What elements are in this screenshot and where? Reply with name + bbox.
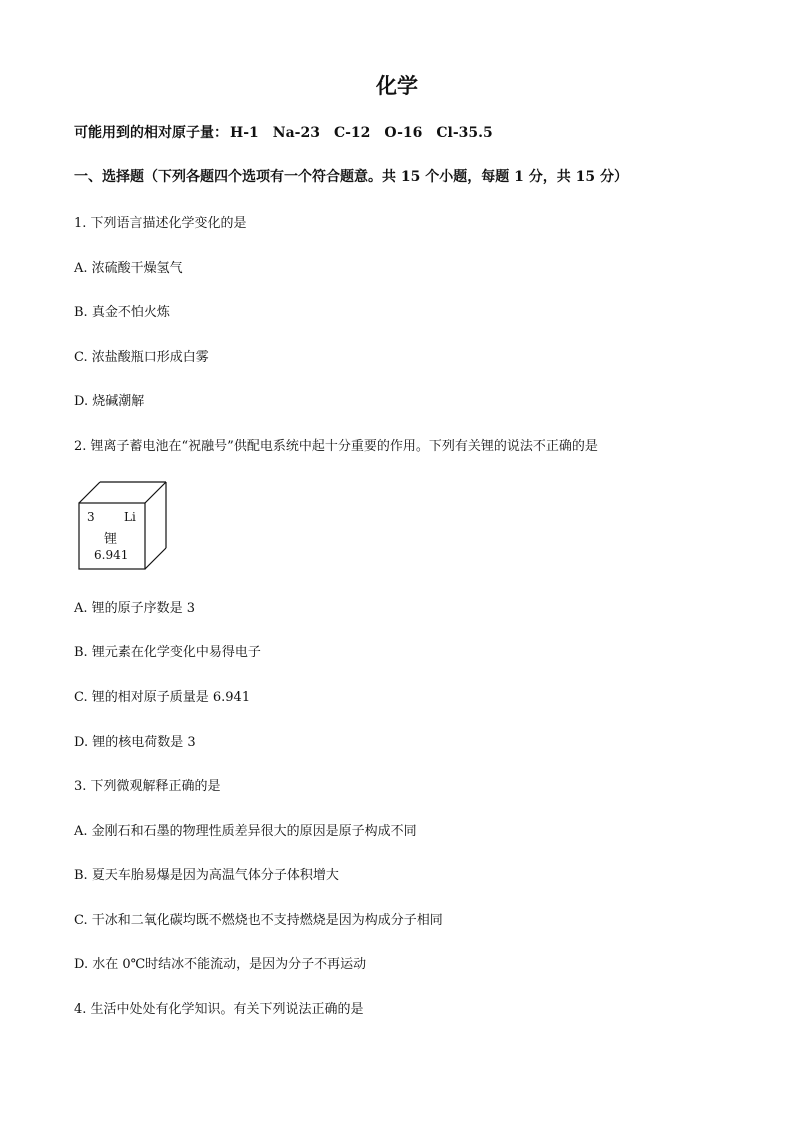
atomic-masses-label: 可能用到的相对原子量： bbox=[74, 125, 228, 141]
question-3-option-c: C. 干冰和二氧化碳均既不燃烧也不支持燃烧是因为构成分子相同 bbox=[74, 913, 443, 928]
question-3-option-b: B. 夏天车胎易爆是因为高温气体分子体积增大 bbox=[74, 868, 339, 883]
element-atomic-number: 3 bbox=[87, 510, 95, 524]
question-1-option-b: B. 真金不怕火炼 bbox=[74, 305, 170, 320]
question-2-stem: 2. 锂离子蓄电池在“祝融号”供配电系统中起十分重要的作用。下列有关锂的说法不正确的是 bbox=[74, 439, 598, 454]
page-title: 化学 bbox=[376, 73, 418, 98]
question-3-option-d: D. 水在 0℃时结冰不能流动，是因为分子不再运动 bbox=[74, 957, 367, 972]
question-4-stem: 4. 生活中处处有化学知识。有关下列说法正确的是 bbox=[74, 1002, 364, 1017]
atomic-masses-line bbox=[74, 122, 507, 142]
question-1-option-d: D. 烧碱潮解 bbox=[74, 394, 145, 409]
question-2-option-b: B. 锂元素在化学变化中易得电子 bbox=[74, 645, 261, 660]
element-symbol: Li bbox=[124, 510, 136, 524]
question-2-option-d: D. 锂的核电荷数是 3 bbox=[74, 735, 196, 750]
element-atomic-mass: 6.941 bbox=[94, 548, 129, 562]
question-2-option-a: A. 锂的原子序数是 3 bbox=[74, 601, 196, 616]
question-1-option-c: C. 浓盐酸瓶口形成白雾 bbox=[74, 350, 209, 365]
question-1-option-a: A. 浓硫酸干燥氢气 bbox=[74, 261, 183, 276]
element-name: 锂 bbox=[104, 532, 118, 547]
question-3-stem: 3. 下列微观解释正确的是 bbox=[74, 779, 221, 794]
atomic-mass-item: C-12 bbox=[333, 125, 371, 141]
atomic-mass-item: O-16 bbox=[384, 125, 423, 141]
atomic-mass-item: Na-23 bbox=[272, 125, 320, 141]
section-heading: 一、选择题（下列各题四个选项有一个符合题意。共 15 个小题，每题 1 分，共 15 分） bbox=[74, 169, 628, 185]
question-3-option-a: A. 金刚石和石墨的物理性质差异很大的原因是原子构成不同 bbox=[74, 824, 417, 839]
question-1-stem: 1. 下列语言描述化学变化的是 bbox=[74, 216, 247, 231]
atomic-mass-item: Cl-35.5 bbox=[436, 125, 493, 141]
question-2-option-c: C. 锂的相对原子质量是 6.941 bbox=[74, 690, 251, 705]
element-cell-lithium bbox=[78, 481, 168, 571]
atomic-mass-item: H-1 bbox=[230, 125, 259, 141]
